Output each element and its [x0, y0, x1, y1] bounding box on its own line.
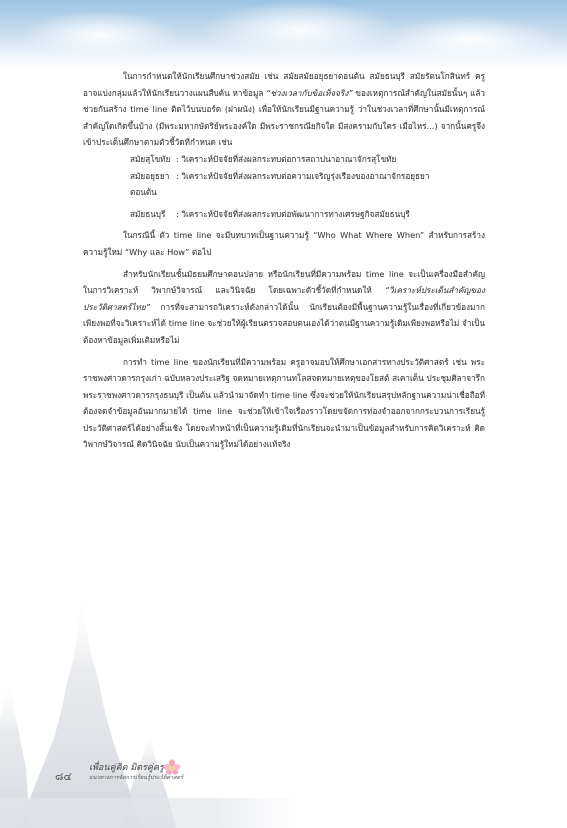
paragraph-1 [83, 68, 485, 151]
emphasis-text: “วิเคราะห์ประเด็นสำคัญของประวัติศาสตร์ไทย” [83, 285, 485, 312]
paragraph-3 [83, 266, 485, 349]
indicator-desc-text: วิเคราะห์ปัจจัยที่ส่งผลกระทบต่อการสถาปนาอาณาจักรสุโขทัย [181, 153, 397, 164]
indicator-description [176, 206, 485, 223]
temple-silhouette-icon [0, 568, 300, 828]
indicator-desc-text: วิเคราะห์ปัจจัยที่ส่งผลกระทบต่อพัฒนาการทางเศรษฐกิจสมัยธนบุรี [181, 208, 410, 219]
footer-subtitle: แนวทางการจัดการเรียนรู้ประวัติศาสตร์ [89, 775, 184, 781]
flower-icon [163, 759, 181, 775]
paragraph-text: ของเหตุการณ์สำคัญในสมัยนั้นๆ แล้วช่วยกันสร้าง time line ติดไว้บนบอร์ด (ฝาผนัง) เพื่อให้นักเรียนมีฐานความรู้ ว่าในช่วงเวลาที่ศึกษานั้นมีเหตุการณ์สำคัญใดเกิดขึ้นบ้าง (มีพระมหากษัตริย์พระองค์ใด มีพระราชกรณียกิจใด มีสงครามกับใคร เมื่อไหร่...) จากนั้นครูจึงเข้าประเด็นศึกษาตามตัวชี้วัดที่กำหนด เช่น [83, 87, 485, 148]
indicator-description [176, 151, 485, 168]
paragraph-4: การทำ time line ของนักเรียนที่มีความพร้อม ครูอาจมอบให้ศึกษาเอกสารทางประวัติศาสตร์ เช่น พระราชพงศาวดารกรุงเก่า ฉบับหลวงประเสริฐ จดหมายเหตุกานทโลสจดหมายเหตุของโยสต์ สเคาเต็น ประชุมศิลาจารึก พระราชพงศาวดารกรุงธนบุรี เป็นต้น แล้วนำมาจัดทำ time line ซึ่งจะช่วยให้นักเรียนสรุปหลักฐานความน่าเชื่อถือที่ต้องจดจำข้อมูลอันมากมายได้ time line จะช่วยให้เข้าใจเรื่องราวโดยขจัดการท่องจำออกจากกระบวนการเรียนรู้ประวัติศาสตร์ได้อย่างสิ้นเชิง โดยจะทำหน้าที่เป็นความรู้เดิมที่นักเรียนจะนำมาเป็นข้อมูลสำหรับการคิดวิเคราะห์ คิดวิพากษ์วิจารณ์ คิดวินิจฉัย นับเป็นความรู้ใหม่ได้อย่างแท้จริง [83, 356, 485, 450]
sky-header-decoration [0, 0, 567, 70]
paragraph-2: ในกรณีนี้ ตัว time line จะมีบทบาทเป็นฐานความรู้ “Who What Where When” สำหรับการสร้างความรู้ใหม่ “Why และ How” ต่อไป [83, 230, 485, 257]
indicator-term: สมัยอยุธยาตอนต้น [130, 170, 170, 198]
cloud-decoration [20, 10, 180, 60]
indicator-colon: : [176, 153, 179, 164]
indicator-colon: : [176, 208, 179, 219]
indicator-row [83, 206, 485, 223]
cloud-decoration [200, 0, 400, 60]
page-number: ๘๔ [55, 770, 72, 783]
indicator-row [83, 151, 485, 168]
paragraph-text: ในการกำหนดให้นักเรียนศึกษาช่วงสมัย เช่น สมัยสมัยอยุธยาตอนต้น สมัยธนบุรี สมัยรัตนโกสินทร์ ครูอาจแบ่งกลุ่มแล้วให้นักเรียนวางแผนสืบค้น หาข้อมูล [83, 71, 485, 98]
footer-title: เพื่อนคู่คิด มิตรคู่ครู [89, 763, 164, 773]
body-text [83, 68, 485, 453]
paragraph-text: การที่จะสามารถวิเคราะห์ดังกล่าวได้นั้น นักเรียนต้องมีพื้นฐานความรู้ในเรื่องที่เกี่ยวข้องมากเพียงพอที่จะวิเคราะห์ได้ time line จะช่วยให้ผู้เรียนตรวจสอบตนเองได้ว่าตนมีฐานความรู้เดิมเพียงพอหรือไม่ จำเป็นต้องหาข้อมูลเพิ่มเติมหรือไม่ [83, 301, 485, 345]
paragraph-text: สำหรับนักเรียนชั้นมัธยมศึกษาตอนปลาย หรือนักเรียนที่มีความพร้อม time line จะเป็นเครื่องมือสำคัญในการวิเคราะห์ วิพากษ์วิจารณ์ และวินิจฉัย โดยเฉพาะตัวชี้วัดที่กำหนดให้ [83, 268, 485, 296]
indicator-term: สมัยธนบุรี [130, 208, 166, 219]
indicator-description [176, 168, 485, 201]
cloud-decoration [380, 15, 560, 65]
indicator-desc-text: วิเคราะห์ปัจจัยที่ส่งผลกระทบต่อความเจริญรุ่งเรืองของอาณาจักรอยุธยา [181, 170, 430, 181]
indicator-row [83, 168, 485, 201]
indicator-list [83, 151, 485, 222]
indicator-term: สมัยสุโขทัย [130, 153, 171, 164]
emphasis-text: “ช่วงเวลากับข้อเท็จจริง” [266, 87, 353, 98]
indicator-colon: : [176, 170, 179, 181]
